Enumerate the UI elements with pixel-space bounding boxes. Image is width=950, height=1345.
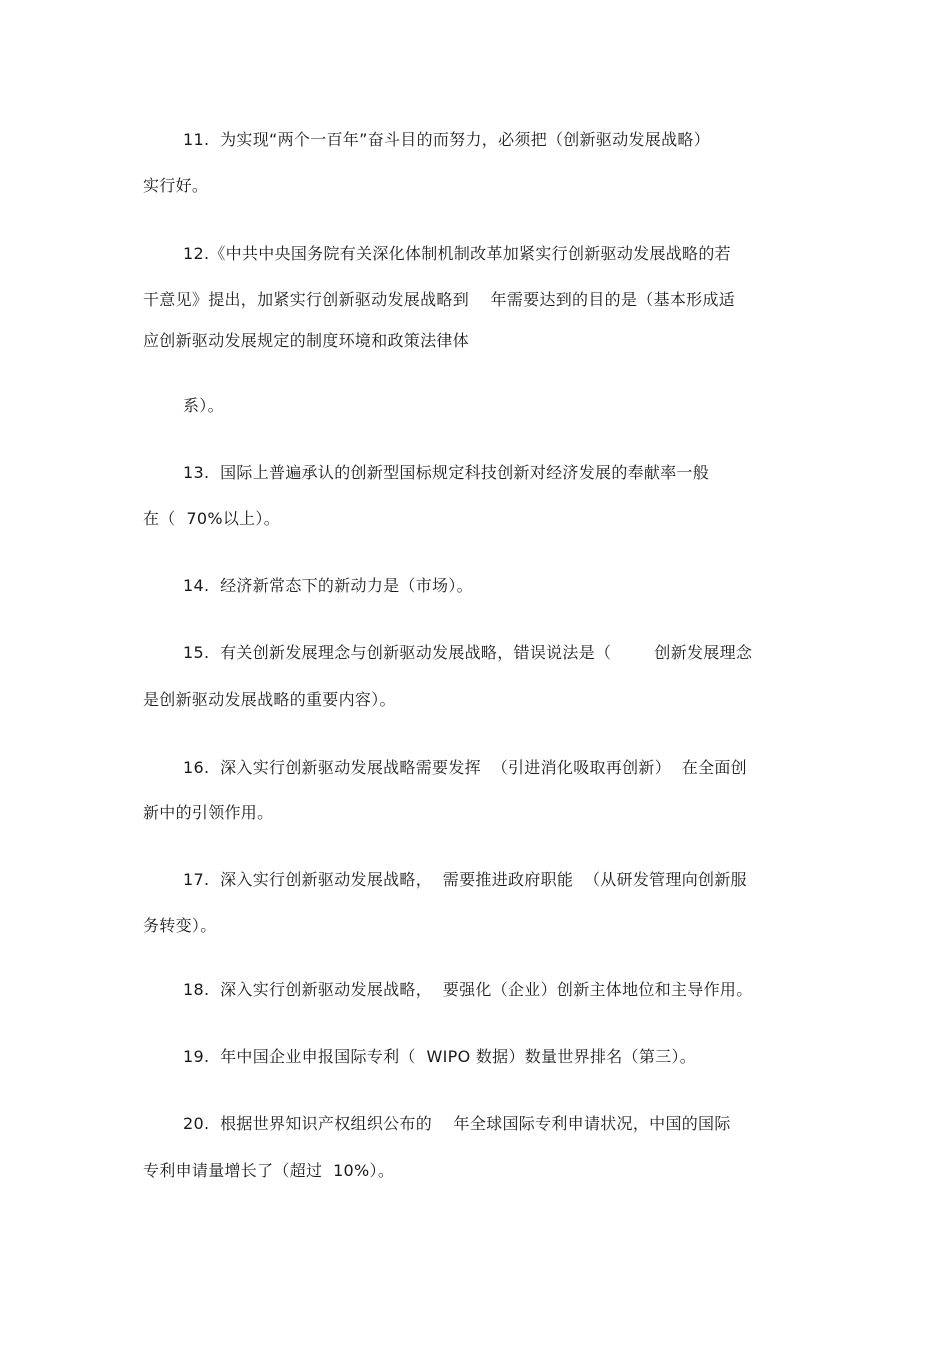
q17-line-2: 务转变）。 [143, 916, 217, 935]
q15-line-1: 15. 有关创新发展理念与创新驱动发展战略，错误说法是（ 创新发展理念 [183, 643, 753, 662]
q18-line-1: 18. 深入实行创新驱动发展战略， 要强化（企业）创新主体地位和主导作用。 [183, 980, 753, 999]
q19-line-1: 19. 年中国企业申报国际专利（ WIPO 数据）数量世界排名（第三）。 [183, 1047, 697, 1066]
q20-line-1: 20. 根据世界知识产权组织公布的 年全球国际专利申请状况，中国的国际 [183, 1114, 731, 1133]
q12-line-2: 干意见》提出，加紧实行创新驱动发展战略到 年需要达到的目的是（基本形成适 [143, 290, 736, 309]
q13-line-1: 13. 国际上普遍承认的创新型国标规定科技创新对经济发展的奉献率一般 [183, 463, 710, 482]
q15-line-2: 是创新驱动发展战略的重要内容）。 [143, 690, 396, 709]
q13-line-2: 在（ 70%以上）。 [143, 509, 281, 528]
q17-line-1: 17. 深入实行创新驱动发展战略， 需要推进政府职能 （从研发管理向创新服 [183, 870, 747, 889]
q12-line-3: 应创新驱动发展规定的制度环境和政策法律体 [143, 331, 470, 350]
q16-line-2: 新中的引领作用。 [143, 803, 274, 822]
q12-line-4: 系）。 [183, 396, 224, 415]
q16-line-1: 16. 深入实行创新驱动发展战略需要发挥 （引进消化吸取再创新） 在全面创 [183, 758, 747, 777]
q14-line-1: 14. 经济新常态下的新动力是（市场）。 [183, 576, 473, 595]
q11-line-2: 实行好。 [143, 176, 209, 195]
q11-line-1: 11. 为实现“两个一百年”奋斗目的而努力，必须把（创新驱动发展战略） [183, 130, 710, 149]
q20-line-2: 专利申请量增长了（超过 10%）。 [143, 1161, 395, 1180]
q12-line-1: 12.《中共中央国务院有关深化体制机制改革加紧实行创新驱动发展战略的若 [183, 244, 731, 263]
